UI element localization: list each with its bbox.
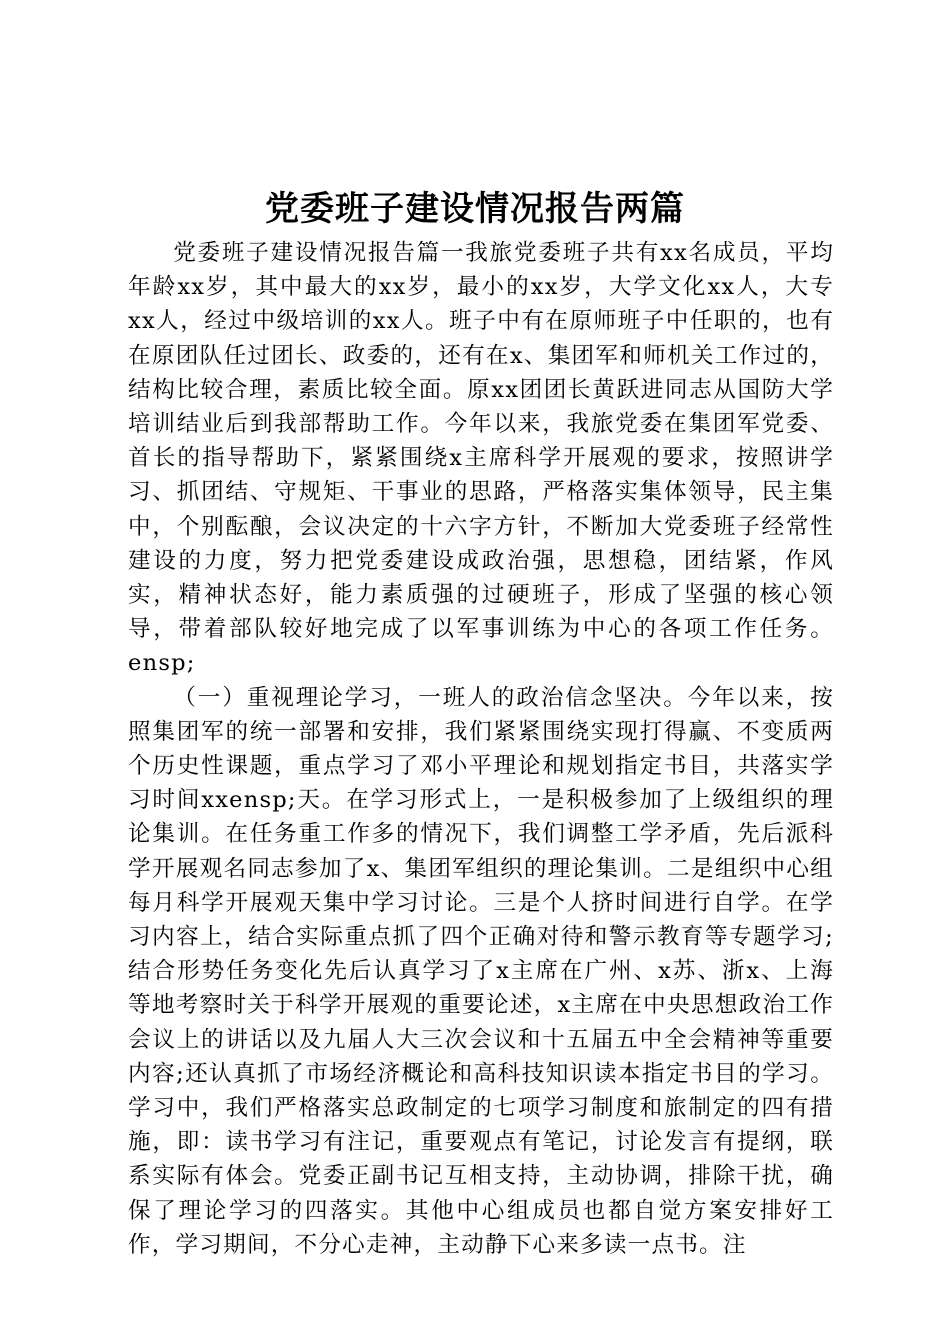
paragraph-section-one: （一）重视理论学习，一班人的政治信念坚决。今年以来，按照集团军的统一部署和安排，我们紧紧围绕实现打得赢、不变质两个历史性课题，重点学习了邓小平理论和规划指定书目，共落实学习时间xxensp;天。在学习形式上，一是积极参加了上级组织的理论集训。在任务重工作多的情况下，我们调整工学矛盾，先后派科学开展观名同志参加了x、集团军组织的理论集训。二是组织中心组每月科学开展观天集中学习讨论。三是个人挤时间进行自学。在学习内容上，结合实际重点抓了四个正确对待和警示教育等专题学习;结合形势任务变化先后认真学习了x主席在广州、x苏、浙x、上海等地考察时关于科学开展观的重要论述，x主席在中央思想政治工作会议上的讲话以及九届人大三次会议和十五届五中全会精神等重要内容;还认真抓了市场经济概论和高科技知识读本指定书目的学习。学习中，我们严格落实总政制定的七项学习制度和旅制定的四有措施，即：读书学习有注记，重要观点有笔记，讨论发言有提纲，联系实际有体会。党委正副书记互相支持，主动协调，排除干扰，确保了理论学习的四落实。其他中心组成员也都自觉方案安排好工作，学习期间，不分心走神，主动静下心来多读一点书。注 bbox=[128, 684, 834, 1258]
document-body bbox=[128, 236, 834, 1262]
document-title: 党委班子建设情况报告两篇 bbox=[265, 189, 685, 229]
paragraph-intro: 党委班子建设情况报告篇一我旅党委班子共有xx名成员，平均年龄xx岁，其中最大的xx岁，最小的xx岁，大学文化xx人，大专xx人，经过中级培训的xx人。班子中有在原师班子中任职的，也有在原团队任过团长、政委的，还有在x、集团军和师机关工作过的，结构比较合理，素质比较全面。原xx团团长黄跃进同志从国防大学培训结业后到我部帮助工作。今年以来，我旅党委在集团军党委、首长的指导帮助下，紧紧围绕x主席科学开展观的要求，按照讲学习、抓团结、守规矩、干事业的思路，严格落实集体领导，民主集中，个别酝酿，会议决定的十六字方针，不断加大党委班子经常性建设的力度，努力把党委建设成政治强，思想稳，团结紧，作风实，精神状态好，能力素质强的过硬班子，形成了坚强的核心领导，带着部队较好地完成了以军事训练为中心的各项工作任务。ensp; bbox=[128, 240, 834, 677]
